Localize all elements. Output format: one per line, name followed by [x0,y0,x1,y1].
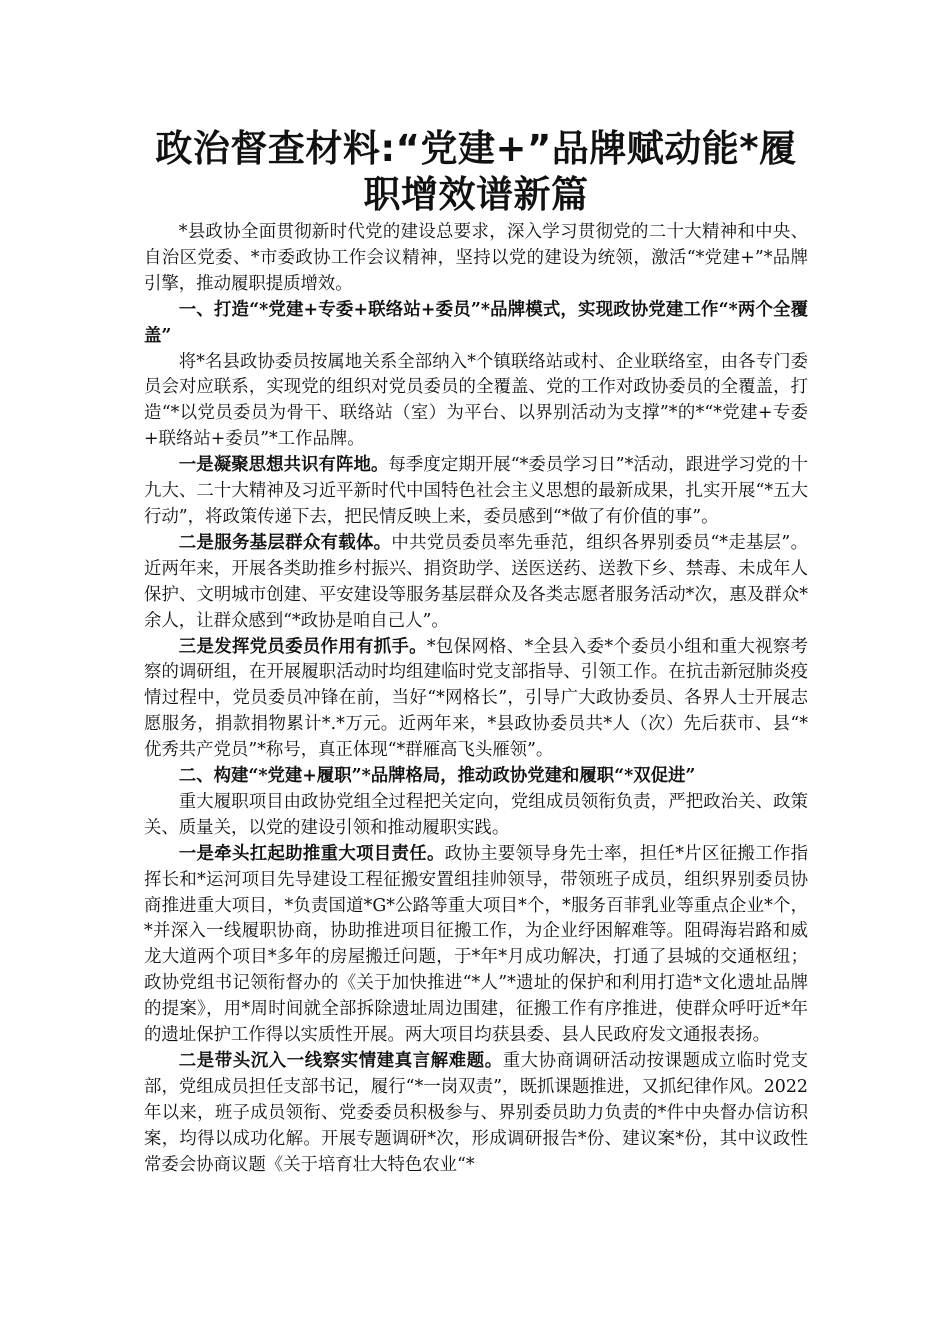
section-heading-1: 一、打造“*党建+专委+联络站+委员”*品牌模式，实现政协党建工作“*两个全覆盖” [144,299,808,346]
lead-paragraph-5 [144,1049,808,1179]
lead-phrase: 三是发挥党员委员作用有抓手。 [178,636,427,657]
lead-paragraph-text: *包保网格、*全县入委*个委员小组和重大视察考察的调研组，在开展履职活动时均组建临时党支部指导、引领工作。在抗击新冠肺炎疫情过程中，党员委员冲锋在前，当好“*网格长”，引导广大政协委员、各界人士开展志愿服务，捐款捐物累计*.*万元。近两年来，*县政协委员共*人（次）先后获市、县“*优秀共产党员”*称号，真正体现“*群雁高飞头雁领”。 [144,636,808,761]
lead-paragraph-text: 每季度定期开展“*委员学习日”*活动，跟进学习党的十九大、二十大精神及习近平新时代中国特色社会主义思想的最新成果，扎实开展“*五大行动”，将政策传递下去，把民情反映上来，委员感到“*做了有价值的事”。 [144,455,808,527]
lead-phrase: 一是牵头扛起助推重大项目责任。 [178,843,445,864]
lead-phrase: 二是带头沉入一线察实情建真言解难题。 [178,1051,503,1071]
body-paragraph: 将*名县政协委员按属地关系全部纳入*个镇联络站或村、企业联络室，由各专门委员会对应联系，实现党的组织对党员委员的全覆盖、党的工作对政协委员的全覆盖，打造“*以党员委员为骨干、联络站（室）为平台、以界别活动为支撑”*的*“*党建+专委+联络站+委员”*工作品牌。 [144,351,808,450]
lead-paragraph-2 [144,531,808,635]
lead-phrase: 二是服务基层群众有载体。 [178,532,392,553]
lead-paragraph-3 [144,635,808,765]
lead-paragraph-text: 重大协商调研活动按课题成立临时党支部，党组成员担任支部书记，履行“*一岗双责”，既抓课题推进，又抓纪律作风。2022年以来，班子成员领衔、党委委员积极参与、界别委员助力负责的*件中央督办信访积案，均得以成功化解。开展专题调研*次，形成调研报告*份、建议案*份，其中议政性常委会协商议题《关于培育壮大特色农业“* [144,1051,808,1175]
document-page [144,126,808,1179]
lead-paragraph-text: 政协主要领导身先士率，担任*片区征搬工作指挥长和*运河项目先导建设工程征搬安置组挂帅领导，带领班子成员，组织界别委员协商推进重大项目，*负责国道*G*公路等重大项目*个，*服务百菲乳业等重点企业*个，*并深入一线履职协商，协助推进项目征搬工作，为企业纾困解难等。阻碍海岩路和威龙大道两个项目*多年的房屋搬迁问题，于*年*月成功解决，打通了县城的交通枢纽；政协党组书记领衔督办的《关于加快推进“*人”*遗址的保护和利用打造*文化遗址品牌的提案》，用*周时间就全部拆除遗址周边围建，征搬工作有序推进，使群众呼吁近*年的遗址保护工作得以实质性开展。两大项目均获县委、县人民政府发文通报表扬。 [144,843,808,1046]
lead-phrase: 一是凝聚思想共识有阵地。 [178,455,389,476]
section-heading-2: 二、构建“*党建+履职”*品牌格局，推动政协党建和履职“*双促进” [178,766,696,787]
intro-paragraph: *县政协全面贯彻新时代党的建设总要求，深入学习贯彻党的二十大精神和中央、自治区党委、*市委政协工作会议精神，坚持以党的建设为统领，激活“*党建+”*品牌引擎，推动履职提质增效。 [144,222,808,294]
document-title: 政治督查材料:“党建+”品牌赋动能*履职增效谱新篇 [155,127,797,216]
lead-paragraph-1 [144,453,808,531]
body-paragraph: 重大履职项目由政协党组全过程把关定向，党组成员领衔负责，严把政治关、政策关、质量关，以党的建设引领和推动履职实践。 [144,791,808,838]
lead-paragraph-text: 中共党员委员率先垂范，组织各界别委员“*走基层”。近两年来，开展各类助推乡村振兴、捐资助学、送医送药、送教下乡、禁毒、未成年人保护、文明城市创建、平安建设等服务基层群众及各类志愿者服务活动*次，惠及群众*余人，让群众感到“*政协是咱自己人”。 [144,532,808,631]
lead-paragraph-4 [144,842,808,1049]
